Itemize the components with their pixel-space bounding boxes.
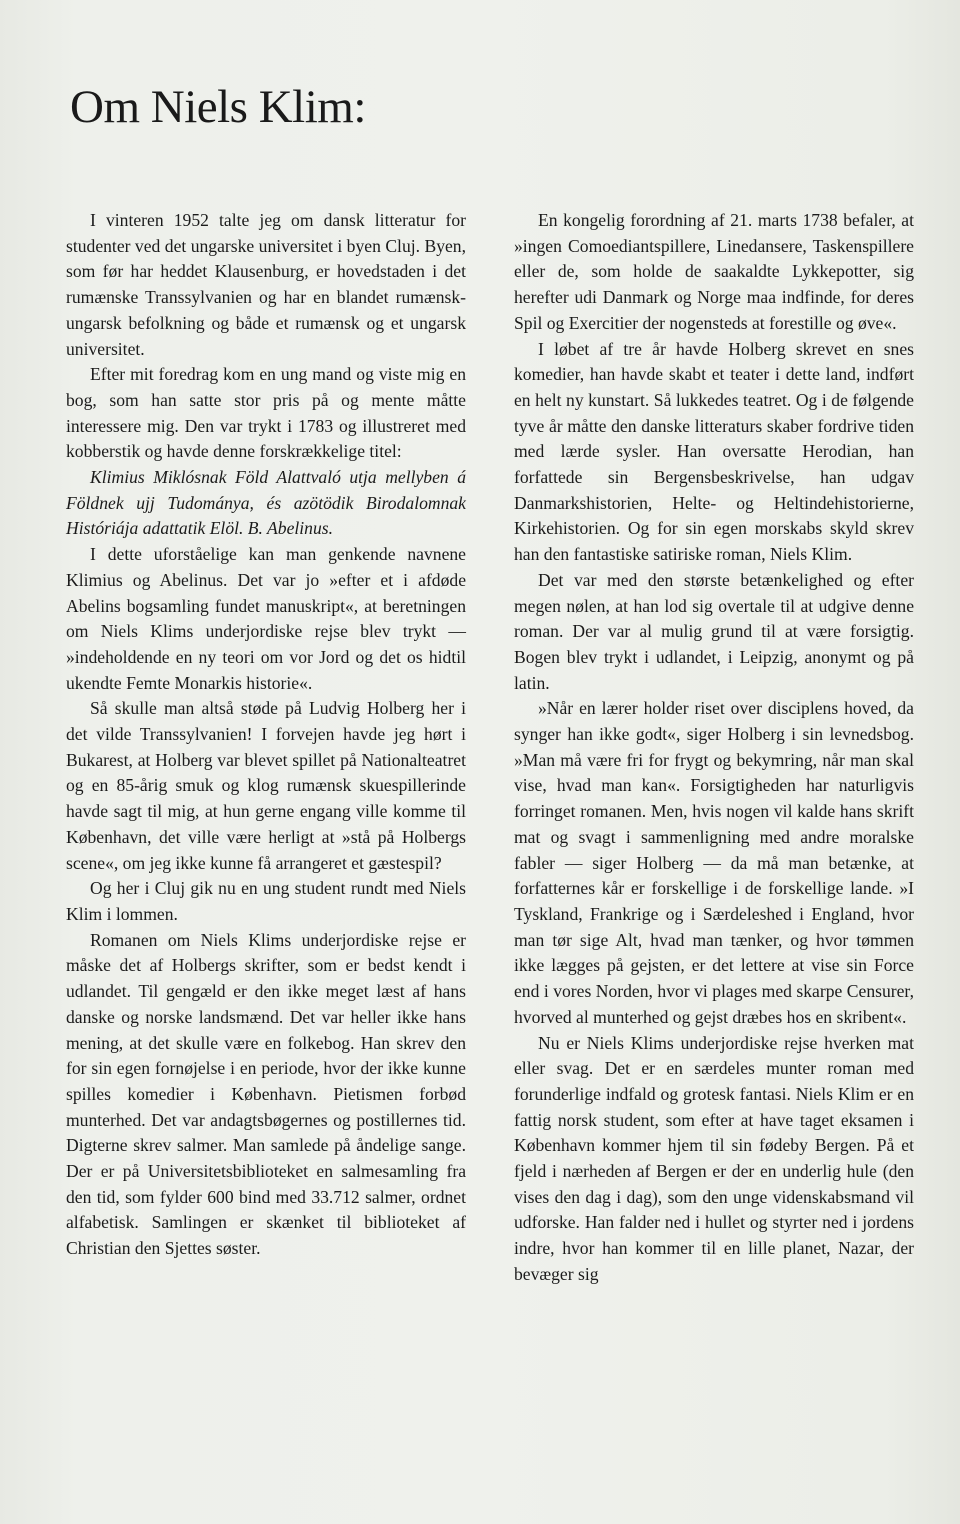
paragraph: Efter mit foredrag kom en ung mand og viste mig en bog, som han satte stor pris på og mente måtte interessere mig. Den var trykt i 1783 og illustreret med kobberstik og havde denne forskrækkelige titel: [66, 364, 466, 462]
paragraph: Og her i Cluj gik nu en ung student rundt med Niels Klim i lommen. [66, 878, 466, 924]
paragraph: Romanen om Niels Klims underjordiske rejse er måske det af Holbergs skrifter, som er bedst kendt i udlandet. Til gengæld er den ikke meget læst af hans danske og norske landsmænd. Det var heller ikke hans mening, at det skulle være en folkebog. Han skrev den for sin egen fornøjelse i en periode, hvor der ikke kunne spilles komedier i København. Pietismen forbød munterhed. Det var andagtsbøgernes og postillernes tid. Digterne skrev salmer. Man samlede på åndelige sange. Der er på Universitetsbiblioteket en salmesamling fra den tid, som fylder 600 bind med 33.712 salmer, ordnet alfabetisk. Samlingen er skænket til biblioteket af Christian den Sjettes søster. [66, 929, 466, 1259]
right-column [514, 208, 914, 1288]
paragraph: Nu er Niels Klims underjordiske rejse hverken mat eller svag. Det er en særdeles munter roman med forunderlige indfald og grotesk fantasi. Niels Klim er en fattig norsk student, som efter at have taget eksamen i København kommer hjem til sin fødeby Bergen. På et fjeld i nærheden af Bergen er der en underlig hule (den vises den dag i dag), som den unge videnskabsmand vil udforske. Han falder ned i hullet og styrter ned i jordens indre, hvor han kommer til en lille planet, Nazar, der bevæger sig [514, 1032, 914, 1284]
paragraph: Det var med den største betænkelighed og efter megen nølen, at han lod sig overtale til at udgive denne roman. Der var al mulig grund til at være forsigtig. Bogen blev trykt i udlandet, i Leipzig, anonymt og på latin. [514, 569, 914, 693]
paragraph: »Når en lærer holder riset over disciplens hoved, da synger han ikke godt«, siger Holberg i sin levnedsbog. »Man må være fri for frygt og bekymring, når man skal vise, hvad man kan«. Forsigtigheden har naturligvis forringet romanen. Men, hvis nogen vil kalde hans skrift mat og svagt i sammenligning med andre moralske fabler — siger Holberg — da må man betænke, at forfatternes kår er forskellige i de forskellige lande. »I Tyskland, Frankrige og i Særdeleshed i England, hvor man tør sige Alt, hvad man tænker, og hvor tømmen ikke lægges på gejsten, er det lettere at vise sin Force end i vores Norden, hvor vi plages med skarpe Censurer, hvorved al munterhed og gejst dræbes hos en skribent«. [514, 698, 914, 1027]
hungarian-title-quote: Klimius Miklósnak Föld Alattvaló utja mellyben á Földnek ujj Tudománya, és azötödik Birodalomnak Históriája adattatik Elöl. B. Abelinus. [66, 467, 466, 539]
paragraph: I løbet af tre år havde Holberg skrevet en snes komedier, han havde skabt et teater i dette land, indført en helt ny kunstart. Så lukkedes teatret. Og i de følgende tyve år måtte den danske litteraturs skaber fordrive tiden med lærde sysler. Han oversatte Herodian, han forfattede sin Bergensbeskrivelse, han udgav Danmarkshistorien, Helte- og Heltindehistorierne, Kirkehistorien. Og for sin egen morskabs skyld skrev han den fantastiske satiriske roman, Niels Klim. [514, 338, 914, 565]
paragraph: I vinteren 1952 talte jeg om dansk litteratur for studenter ved det ungarske universitet i byen Cluj. Byen, som før har heddet Klausenburg, er hovedstaden i det rumænske Transsylvanien og har en blandet rumænsk-ungarsk befolkning og både et rumænsk og et ungarsk universitet. [66, 210, 466, 359]
left-column [66, 208, 466, 1262]
paragraph: I dette uforståelige kan man genkende navnene Klimius og Abelinus. Det var jo »efter et i afdøde Abelins bogsamling fundet manuskript«, at beretningen om Niels Klims underjordiske rejse blev trykt — »indeholdende en ny teori om vor Jord og det os hidtil ukendte Femte Monarkis historie«. [66, 544, 466, 693]
paragraph: En kongelig forordning af 21. marts 1738 befaler, at »ingen Comoediantspillere, Linedansere, Taskenspillere eller de, som holde de saakaldte Lykkepotter, sig herefter udi Danmark og Norge maa indfinde, for deres Spil og Exercitier der nogensteds at forestille og øve«. [514, 210, 914, 333]
page-title: Om Niels Klim: [70, 81, 366, 133]
paragraph: Så skulle man altså støde på Ludvig Holberg her i det vilde Transsylvanien! I forvejen havde jeg hørt i Bukarest, at Holberg var blevet spillet på Nationalteatret og en 85-årig smuk og klog rumænsk skuespillerinde havde sagt til mig, at hun gerne engang ville komme til København, det ville være herligt at »stå på Holbergs scene«, om jeg ikke kunne få arrangeret et gæstespil? [66, 698, 466, 873]
